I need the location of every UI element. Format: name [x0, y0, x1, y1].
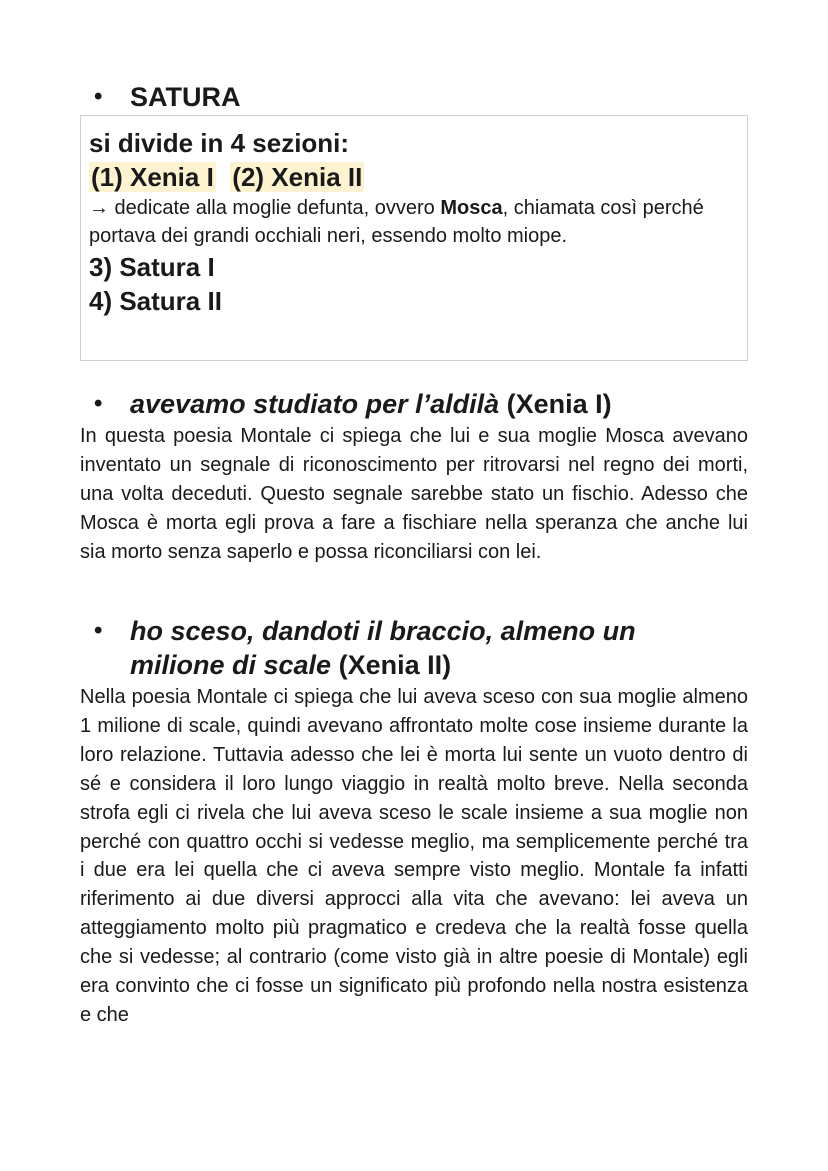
bullet-icon: • [94, 617, 103, 644]
satura-1-label: 3) Satura I [89, 252, 215, 282]
heading-scale-title: ho sceso, dandoti il braccio, almeno un milione di scale [130, 616, 636, 680]
heading-aldila-title: avevamo studiato per l’aldilà [130, 389, 500, 419]
bullet-icon: • [94, 83, 103, 110]
heading-satura-text: SATURA [130, 82, 241, 112]
heading-scale [94, 614, 714, 682]
heading-satura [94, 80, 241, 114]
desc-bold-mosca: Mosca [440, 197, 503, 219]
satura-2-label: 4) Satura II [89, 286, 222, 316]
satura-sections-box [80, 115, 748, 361]
xenia-2-label: (2) Xenia II [232, 162, 363, 192]
paragraph-aldila: In questa poesia Montale ci spiega che lui e sua moglie Mosca avevano inventato un segnale di riconoscimento per ritrovarsi nel regno dei morti, una volta deceduti. Questo segnale sarebbe stato un fischio. Adesso che Mosca è morta egli prova a fare a fischiare nella speranza che anche lui sia morto senza saperlo e possa riconciliarsi con lei. [80, 425, 748, 563]
desc-before: → dedicate alla moglie defunta, ovvero [89, 197, 441, 219]
box-intro: si divide in 4 sezioni: [89, 128, 350, 158]
box-xenia-line [89, 160, 739, 194]
bullet-icon: • [94, 390, 103, 417]
xenia-1-label: (1) Xenia I [91, 162, 214, 192]
desc-after: , chiamata così perché portava dei grandi occhiali neri, essendo molto miope. [89, 197, 704, 247]
paragraph-scale: Nella poesia Montale ci spiega che lui aveva sceso con sua moglie almeno 1 milione di scale, quindi avevano affrontato molte cose insieme durante la loro relazione. Tuttavia adesso che lei è morta lui sente un vuoto dentro di sé e considera il loro lungo viaggio in realtà molto breve. Nella seconda strofa egli ci rivela che lui aveva sceso le scale insieme a sua moglie non perché con quattro occhi si vedesse meglio, ma semplicemente perché tra i due era lei quella che ci aveva sempre visto meglio. Montale fa infatti riferimento ai due diversi approcci alla vita che avevano: lei aveva un atteggiamento molto più pragmatico e credeva che la realtà fosse quella che si vedesse; al contrario (come visto già in altre poesie di Montale) egli era convinto che ci fosse un significato più profondo nella nostra esistenza e che [80, 686, 748, 1026]
box-description [89, 194, 739, 250]
heading-scale-ref: (Xenia II) [331, 650, 452, 680]
heading-aldila-ref: (Xenia I) [499, 389, 612, 419]
heading-aldila [94, 387, 612, 421]
